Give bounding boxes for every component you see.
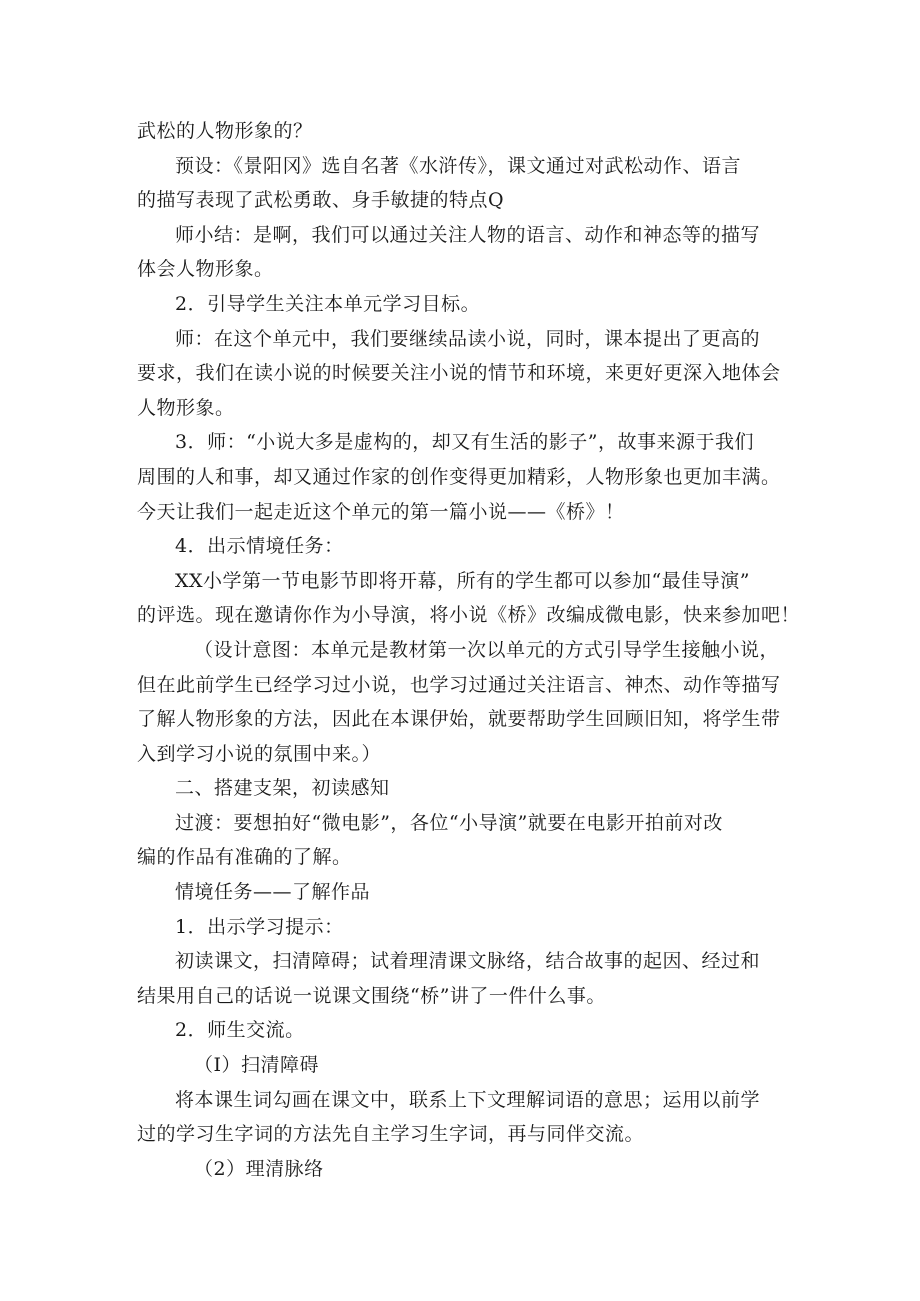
- text-line: 2．引导学生关注本单元学习目标。: [175, 292, 481, 315]
- text-line: XX小学第一节电影节即将开幕，所有的学生都可以参加“最佳导演”: [175, 569, 750, 592]
- text-line: （设计意图：本单元是教材第一次以单元的方式引导学生接触小说，: [194, 638, 780, 661]
- text-line: 周围的人和事，却又通过作家的创作变得更加精彩，人物形象也更加丰满。: [137, 465, 781, 488]
- text-line: 3．师：“小说大多是虚构的，却又有生活的影子”，故事来源于我们: [175, 431, 755, 454]
- text-line: 武松的人物形象的？: [137, 120, 313, 142]
- text-line: 但在此前学生已经学习过小说，也学习过通过关注语言、神杰、动作等描写: [137, 673, 781, 696]
- text-line: 情境任务——了解作品: [175, 881, 371, 904]
- text-line: 师小结：是啊，我们可以通过关注人物的语言、动作和神态等的描写: [175, 223, 761, 246]
- text-line: 结果用自己的话说一说课文围绕“桥”讲了一件什么事。: [137, 984, 606, 1007]
- text-line: （2）理清脉络: [194, 1157, 324, 1180]
- text-line: 师：在这个单元中，我们要继续品读小说，同时，课本提出了更高的: [175, 327, 761, 350]
- text-line: 过的学习生字词的方法先自主学习生字词，再与同伴交流。: [137, 1123, 645, 1146]
- text-line: 将本课生词勾画在课文中，联系上下文理解词语的意思；运用以前学: [175, 1088, 761, 1111]
- text-line: 1．出示学习提示：: [175, 915, 344, 938]
- text-line: （I）扫清障碍: [194, 1054, 320, 1077]
- text-line: 今天让我们一起走近这个单元的第一篇小说——《桥》！: [137, 500, 625, 523]
- text-line: 的描写表现了武松勇敢、身手敏捷的特点Q: [137, 189, 505, 212]
- text-line: 人物形象。: [137, 396, 235, 419]
- text-line: 体会人物形象。: [137, 258, 274, 281]
- text-line: 了解人物形象的方法，因此在本课伊始，就要帮助学生回顾旧知，将学生带: [137, 708, 781, 731]
- text-line: 4．出示情境任务：: [175, 535, 344, 558]
- text-line: 入到学习小说的氛围中来。）: [137, 742, 382, 765]
- text-line: 预设：《景阳冈》选自名著《水浒传》，课文通过对武松动作、语言: [175, 154, 742, 177]
- text-line: 要求，我们在读小说的时候要关注小说的情节和环境，来更好更深入地体会: [137, 362, 781, 385]
- text-line: 2．师生交流。: [175, 1019, 305, 1042]
- text-line: 二、搭建支架，初读感知: [175, 777, 390, 800]
- text-line: 编的作品有准确的了解。: [137, 846, 352, 869]
- text-line: 的评选。现在邀请你作为小导演，将小说《桥》改编成微电影，快来参加吧！: [137, 604, 801, 627]
- body-text: [137, 114, 801, 1186]
- text-line: 初读课文，扫清障碍；试着理清课文脉络，结合故事的起因、经过和: [175, 950, 761, 973]
- text-line: 过渡：要想拍好“微电影”，各位“小导演”就要在电影开拍前对改: [175, 811, 723, 834]
